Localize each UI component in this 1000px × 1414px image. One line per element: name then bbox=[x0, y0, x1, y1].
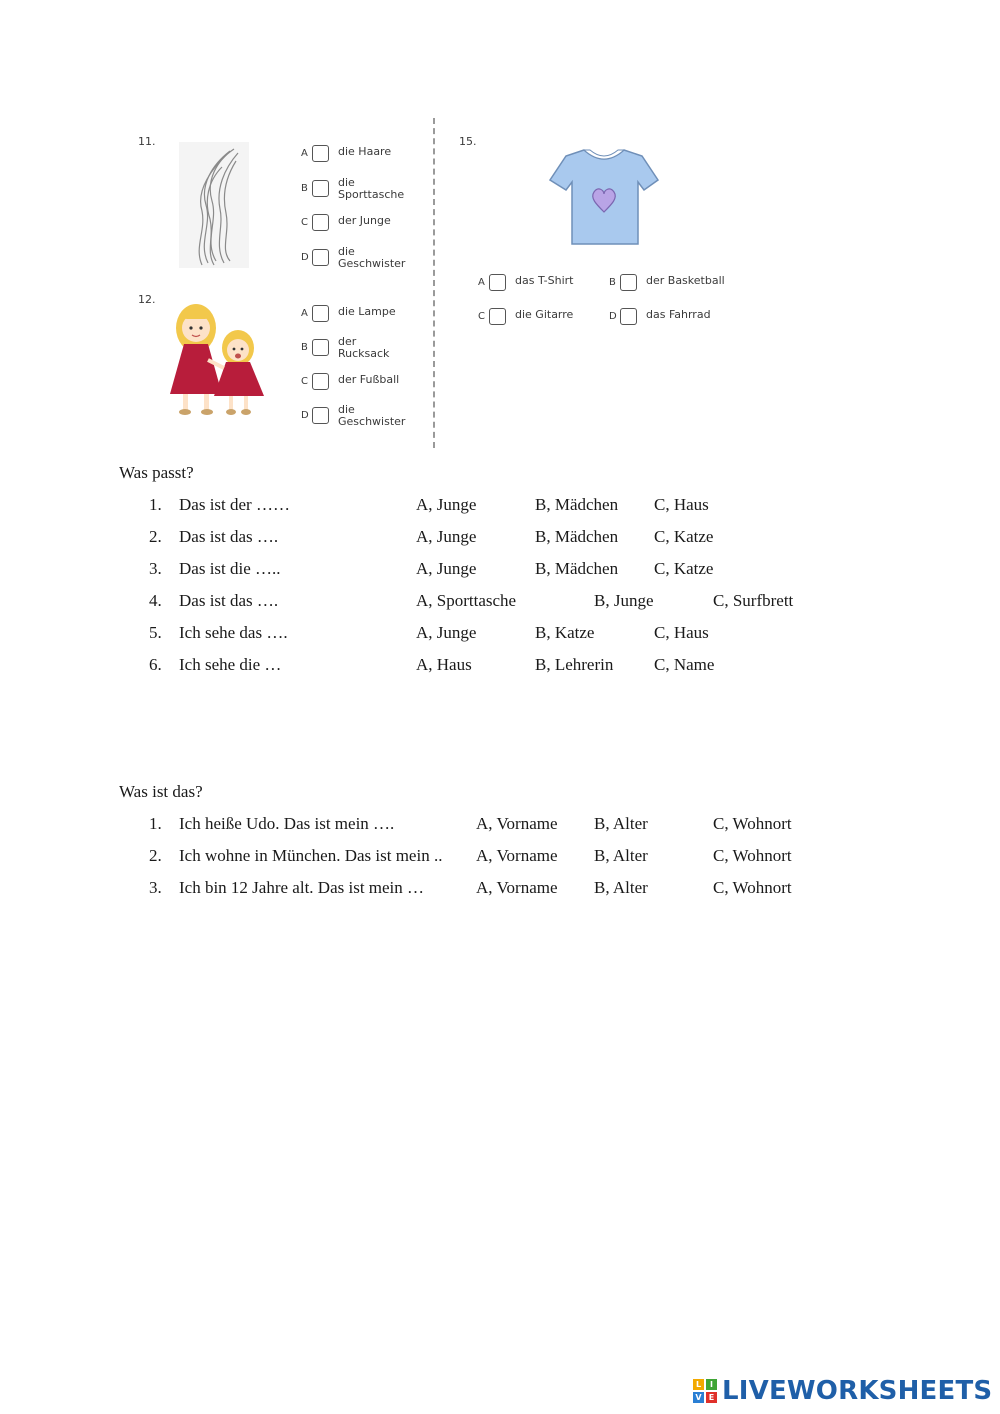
q11-option-a[interactable] bbox=[301, 145, 391, 162]
q12-option-d[interactable] bbox=[301, 403, 408, 428]
answer-c[interactable]: C, Haus bbox=[654, 495, 709, 514]
answer-c[interactable]: C, Wohnort bbox=[713, 878, 792, 897]
option-label: der Fußball bbox=[338, 373, 400, 386]
section1-item-4 bbox=[0, 591, 1000, 615]
item-number: 6. bbox=[149, 655, 162, 674]
option-label: der Basketball bbox=[646, 274, 725, 287]
section1-item-3 bbox=[0, 559, 1000, 583]
q15-option-d[interactable] bbox=[609, 308, 711, 325]
item-text: Ich bin 12 Jahre alt. Das ist mein … bbox=[179, 878, 425, 897]
answer-a[interactable]: A, Vorname bbox=[476, 846, 558, 865]
answer-c[interactable]: C, Wohnort bbox=[713, 814, 792, 833]
answer-a[interactable]: A, Junge bbox=[416, 495, 477, 514]
answer-b[interactable]: B, Mädchen bbox=[535, 559, 619, 578]
answer-b[interactable]: B, Alter bbox=[594, 814, 648, 833]
option-letter: D bbox=[609, 311, 617, 322]
logo-tile: I bbox=[706, 1379, 717, 1390]
checkbox[interactable] bbox=[312, 145, 329, 162]
siblings-picture bbox=[156, 298, 274, 420]
answer-a[interactable]: A, Junge bbox=[416, 623, 477, 642]
checkbox[interactable] bbox=[620, 308, 637, 325]
item-number: 4. bbox=[149, 591, 162, 610]
item-number: 1. bbox=[149, 495, 162, 514]
answer-b[interactable]: B, Mädchen bbox=[535, 495, 619, 514]
answer-a[interactable]: A, Sporttasche bbox=[416, 591, 517, 610]
checkbox[interactable] bbox=[312, 214, 329, 231]
q11-option-b[interactable] bbox=[301, 176, 408, 201]
option-label: die Lampe bbox=[338, 305, 396, 318]
section1-item-1 bbox=[0, 495, 1000, 519]
answer-a[interactable]: A, Vorname bbox=[476, 814, 558, 833]
option-label: der Junge bbox=[338, 214, 391, 227]
logo-icon bbox=[693, 1379, 717, 1403]
q12-option-b[interactable] bbox=[301, 335, 408, 360]
checkbox[interactable] bbox=[312, 407, 329, 424]
item-number: 2. bbox=[149, 527, 162, 546]
answer-a[interactable]: A, Vorname bbox=[476, 878, 558, 897]
item-number: 1. bbox=[149, 814, 162, 833]
option-label: die Sporttasche bbox=[338, 176, 405, 201]
answer-c[interactable]: C, Surfbrett bbox=[713, 591, 794, 610]
checkbox[interactable] bbox=[312, 249, 329, 266]
answer-b[interactable]: B, Alter bbox=[594, 878, 648, 897]
answer-c[interactable]: C, Name bbox=[654, 655, 715, 674]
section2-item-2 bbox=[0, 846, 1000, 870]
option-letter: C bbox=[301, 376, 308, 387]
item-number: 3. bbox=[149, 559, 162, 578]
option-letter: D bbox=[301, 252, 309, 263]
q15-option-a[interactable] bbox=[478, 274, 573, 291]
answer-b[interactable]: B, Lehrerin bbox=[535, 655, 614, 674]
answer-b[interactable]: B, Mädchen bbox=[535, 527, 619, 546]
checkbox[interactable] bbox=[312, 339, 329, 356]
section1-item-6 bbox=[0, 655, 1000, 679]
logo-text: LIVEWORKSHEETS bbox=[722, 1376, 993, 1406]
item-text: Ich sehe das …. bbox=[179, 623, 288, 642]
answer-b[interactable]: B, Katze bbox=[535, 623, 595, 642]
question-11-number: 11. bbox=[138, 135, 156, 148]
option-letter: B bbox=[301, 342, 308, 353]
answer-c[interactable]: C, Katze bbox=[654, 559, 714, 578]
option-letter: B bbox=[609, 277, 616, 288]
checkbox[interactable] bbox=[312, 305, 329, 322]
item-text: Ich wohne in München. Das ist mein .. bbox=[179, 846, 443, 865]
answer-c[interactable]: C, Haus bbox=[654, 623, 709, 642]
q12-option-c[interactable] bbox=[301, 373, 399, 390]
option-letter: A bbox=[301, 148, 308, 159]
section2-item-3 bbox=[0, 878, 1000, 902]
section1-item-2 bbox=[0, 527, 1000, 551]
item-text: Das ist das …. bbox=[179, 591, 279, 610]
answer-c[interactable]: C, Wohnort bbox=[713, 846, 792, 865]
item-text: Das ist der …… bbox=[179, 495, 290, 514]
answer-c[interactable]: C, Katze bbox=[654, 527, 714, 546]
option-label: die Haare bbox=[338, 145, 392, 158]
checkbox[interactable] bbox=[489, 308, 506, 325]
option-label: die Geschwister bbox=[338, 245, 406, 270]
option-letter: C bbox=[301, 217, 308, 228]
liveworksheets-logo bbox=[693, 1376, 992, 1406]
item-number: 5. bbox=[149, 623, 162, 642]
q12-option-a[interactable] bbox=[301, 305, 396, 322]
logo-tile: L bbox=[693, 1379, 704, 1390]
question-12-number: 12. bbox=[138, 293, 156, 306]
option-label: die Geschwister bbox=[338, 403, 406, 428]
option-label: die Gitarre bbox=[515, 308, 574, 321]
section1-item-5 bbox=[0, 623, 1000, 647]
option-letter: B bbox=[301, 183, 308, 194]
option-letter: A bbox=[478, 277, 485, 288]
section1-heading: Was passt? bbox=[119, 463, 194, 482]
logo-tile: E bbox=[706, 1392, 717, 1403]
answer-a[interactable]: A, Junge bbox=[416, 559, 477, 578]
section2-heading: Was ist das? bbox=[119, 782, 203, 801]
section2-item-1 bbox=[0, 814, 1000, 838]
answer-b[interactable]: B, Junge bbox=[594, 591, 654, 610]
hair-picture bbox=[176, 141, 252, 269]
checkbox[interactable] bbox=[312, 180, 329, 197]
logo-tile: V bbox=[693, 1392, 704, 1403]
item-text: Ich sehe die … bbox=[179, 655, 282, 674]
q11-option-c[interactable] bbox=[301, 214, 391, 231]
q11-option-d[interactable] bbox=[301, 245, 408, 270]
option-letter: D bbox=[301, 410, 309, 421]
option-letter: A bbox=[301, 308, 308, 319]
answer-b[interactable]: B, Alter bbox=[594, 846, 648, 865]
answer-a[interactable]: A, Haus bbox=[416, 655, 472, 674]
item-number: 2. bbox=[149, 846, 162, 865]
tshirt-picture bbox=[546, 146, 662, 250]
option-letter: C bbox=[478, 311, 485, 322]
option-label: der Rucksack bbox=[338, 335, 390, 360]
item-text: Das ist das …. bbox=[179, 527, 279, 546]
option-label: das Fahrrad bbox=[646, 308, 711, 321]
q15-option-b[interactable] bbox=[609, 274, 725, 291]
option-label: das T-Shirt bbox=[515, 274, 574, 287]
answer-a[interactable]: A, Junge bbox=[416, 527, 477, 546]
dashed-divider bbox=[433, 118, 435, 448]
question-15-number: 15. bbox=[459, 135, 477, 148]
checkbox[interactable] bbox=[489, 274, 506, 291]
checkbox[interactable] bbox=[312, 373, 329, 390]
item-text: Das ist die ….. bbox=[179, 559, 281, 578]
item-text: Ich heiße Udo. Das ist mein …. bbox=[179, 814, 395, 833]
checkbox[interactable] bbox=[620, 274, 637, 291]
item-number: 3. bbox=[149, 878, 162, 897]
q15-option-c[interactable] bbox=[478, 308, 573, 325]
